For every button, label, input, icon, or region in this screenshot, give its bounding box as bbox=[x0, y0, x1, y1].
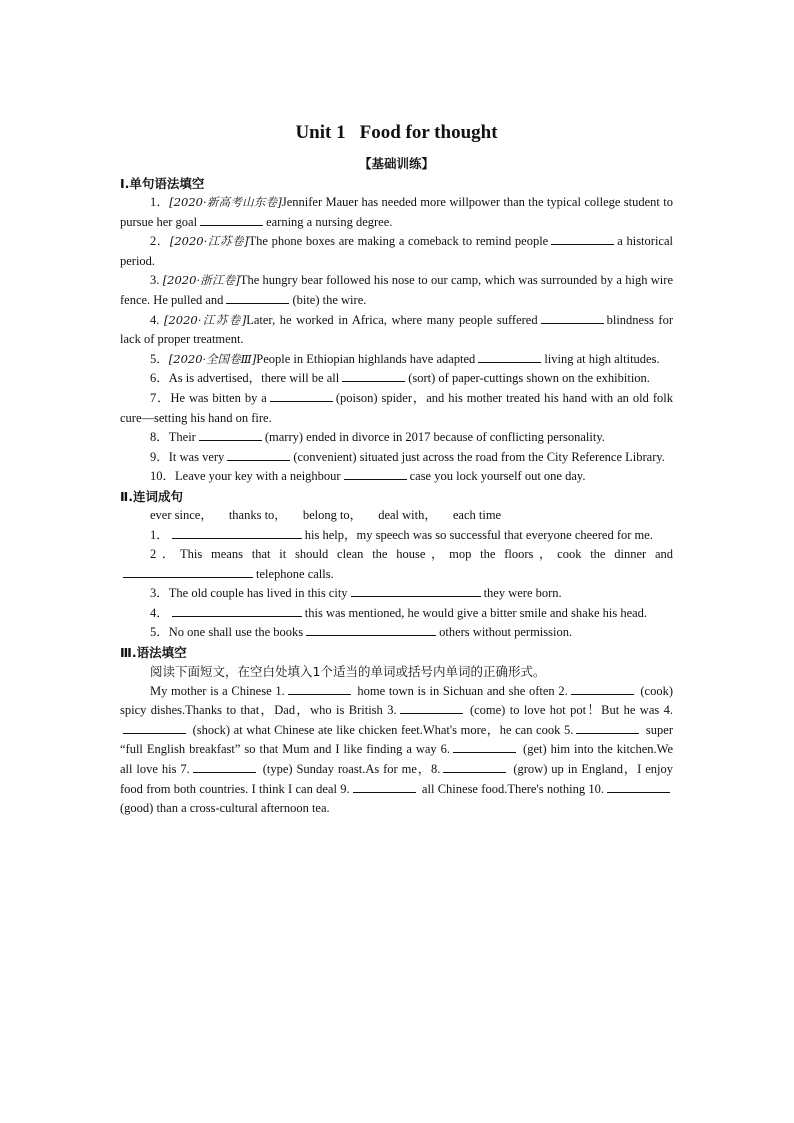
blank-number: 8. bbox=[431, 762, 441, 777]
passage-text: (shock) at what Chinese ate like chicken feet.What's more，he can cook bbox=[189, 722, 564, 737]
answer-blank[interactable] bbox=[541, 311, 604, 324]
blank-number: 7. bbox=[180, 762, 190, 777]
question-text: This means that it should clean the house，mop the floors，cook the dinner and bbox=[180, 547, 673, 562]
question-number: 6． bbox=[150, 371, 169, 386]
answer-blank[interactable] bbox=[200, 213, 263, 226]
question-text: Their bbox=[168, 430, 196, 445]
question-text: He was bitten by a bbox=[170, 390, 267, 405]
passage-text: all Chinese food.There's nothing bbox=[418, 781, 589, 796]
answer-blank[interactable] bbox=[478, 350, 541, 363]
answer-blank[interactable] bbox=[199, 428, 262, 441]
question-number: 1． bbox=[150, 195, 170, 209]
section1-items bbox=[120, 193, 673, 487]
question-item bbox=[120, 428, 673, 448]
question-text: this was mentioned, he would give a bitter smile and shake his head. bbox=[304, 605, 648, 620]
question-text: People in Ethiopian highlands have adapted bbox=[256, 351, 476, 366]
question-text: (poison) spider，and his mother treated his hand with an old folk cure—setting his hand on fire. bbox=[120, 390, 673, 425]
page-title bbox=[120, 120, 673, 146]
passage-text: (get) him into the kitchen.We all love his bbox=[120, 742, 673, 777]
phrase-option: each time bbox=[452, 507, 502, 522]
question-item bbox=[120, 389, 673, 428]
question-item bbox=[120, 193, 673, 232]
blank-number: 5. bbox=[563, 722, 574, 737]
question-text: The old couple has lived in this city bbox=[168, 586, 348, 601]
blank-number: 1. bbox=[275, 683, 285, 698]
answer-blank[interactable] bbox=[193, 760, 256, 773]
phrase-option: deal with， bbox=[378, 507, 437, 522]
question-text: his help，my speech was so successful that everyone cheered for me. bbox=[304, 527, 653, 542]
question-item bbox=[120, 350, 673, 370]
blank-number: 3. bbox=[387, 703, 397, 718]
unit-label: Unit 1 bbox=[295, 122, 346, 143]
question-text: (convenient) situated just across the road from the City Reference Library. bbox=[293, 449, 665, 464]
unit-topic: Food for thought bbox=[359, 122, 498, 143]
passage-text: (come) to love hot pot！But he was bbox=[465, 703, 664, 718]
passage-text: My mother is a Chinese bbox=[150, 683, 276, 698]
question-number: 10． bbox=[150, 469, 176, 484]
question-source: [2020·江苏卷] bbox=[169, 234, 249, 249]
passage-text: (good) than a cross-cultural afternoon tea. bbox=[120, 801, 330, 816]
question-text: a historical period. bbox=[120, 234, 673, 268]
answer-blank[interactable] bbox=[607, 780, 670, 793]
answer-blank[interactable] bbox=[123, 721, 186, 734]
question-text: As is advertised，there will be all bbox=[168, 371, 340, 386]
question-source: [2020·浙江卷] bbox=[162, 273, 240, 288]
question-item bbox=[120, 526, 673, 546]
answer-blank[interactable] bbox=[351, 584, 481, 597]
phrase-bank bbox=[120, 506, 673, 526]
question-number: 7． bbox=[150, 390, 171, 405]
question-source: [2020·新高考山东卷] bbox=[169, 195, 282, 209]
answer-blank[interactable] bbox=[353, 780, 416, 793]
phrase-option: ever since， bbox=[150, 507, 213, 522]
answer-blank[interactable] bbox=[342, 369, 405, 382]
question-text: (marry) ended in divorce in 2017 because of conflicting personality. bbox=[264, 430, 605, 445]
question-number: 5． bbox=[150, 625, 169, 640]
question-item bbox=[120, 448, 673, 468]
section1-heading: Ⅰ.单句语法填空 bbox=[120, 176, 205, 191]
question-source: [2020·江苏卷] bbox=[163, 312, 247, 327]
question-item bbox=[120, 467, 673, 487]
question-item bbox=[120, 584, 673, 604]
section2-heading: Ⅱ.连词成句 bbox=[120, 488, 183, 504]
section-subtitle: 【基础训练】 bbox=[358, 156, 434, 171]
passage-text: home town is in Sichuan and she often bbox=[353, 683, 559, 698]
passage-text: (grow) up in England，I enjoy food from both countries. I think I can deal bbox=[120, 762, 673, 796]
question-text: The hungry bear followed his nose to our camp, which was surrounded by a high wire fence. He pulled and bbox=[120, 273, 673, 307]
question-text: (sort) of paper-cuttings shown on the exhibition. bbox=[408, 371, 650, 386]
blank-number: 4. bbox=[663, 703, 673, 718]
passage-text: super “full English breakfast” so that Mum and I like finding a way bbox=[120, 722, 673, 757]
question-text: others without permission. bbox=[439, 625, 573, 640]
question-source: [2020·全国卷Ⅲ] bbox=[168, 351, 257, 366]
question-item bbox=[120, 623, 673, 643]
question-number: 9． bbox=[150, 449, 169, 464]
section3-heading: Ⅲ.语法填空 bbox=[120, 645, 187, 661]
question-text: Leave your key with a neighbour bbox=[175, 469, 341, 484]
blank-number: 6. bbox=[440, 742, 451, 757]
answer-blank[interactable] bbox=[270, 389, 333, 402]
question-item bbox=[120, 604, 673, 624]
blank-number: 9. bbox=[340, 781, 350, 796]
question-number: 8． bbox=[150, 430, 169, 445]
question-text: telephone calls. bbox=[256, 566, 334, 581]
question-text: No one shall use the books bbox=[168, 625, 304, 640]
passage-text: (type) Sunday roast.As for me， bbox=[258, 762, 432, 777]
question-number: 3. bbox=[150, 273, 163, 288]
question-item bbox=[120, 271, 673, 310]
question-item bbox=[120, 369, 673, 389]
question-number: 3． bbox=[150, 586, 169, 601]
answer-blank[interactable] bbox=[453, 740, 516, 753]
question-text: Jennifer Mauer has needed more willpower than the typical college student to pursue her goal bbox=[120, 195, 673, 229]
question-item bbox=[120, 545, 673, 584]
question-text: It was very bbox=[168, 449, 225, 464]
question-text: (bite) the wire. bbox=[292, 292, 367, 307]
question-text: case you lock yourself out one day. bbox=[409, 469, 586, 484]
question-item bbox=[120, 311, 673, 350]
answer-blank[interactable] bbox=[400, 701, 463, 714]
answer-blank[interactable] bbox=[344, 467, 407, 480]
section3-instruction: 阅读下面短文，在空白处填入1个适当的单词或括号内单词的正确形式。 bbox=[150, 664, 546, 680]
question-text: The phone boxes are making a comeback to remind people bbox=[248, 234, 549, 249]
question-text: they were born. bbox=[483, 586, 562, 601]
answer-blank[interactable] bbox=[172, 604, 302, 617]
passage-text: (cook) spicy dishes.Thanks to that，Dad，who is British bbox=[120, 683, 673, 718]
question-text: earning a nursing degree. bbox=[266, 214, 393, 229]
answer-blank[interactable] bbox=[172, 526, 302, 539]
phrase-option: thanks to， bbox=[228, 507, 287, 522]
answer-blank[interactable] bbox=[443, 760, 506, 773]
question-text: living at high altitudes. bbox=[544, 351, 660, 366]
question-number: 5． bbox=[150, 351, 169, 366]
question-item bbox=[120, 232, 673, 271]
answer-blank[interactable] bbox=[226, 291, 289, 304]
answer-blank[interactable] bbox=[571, 682, 634, 695]
question-number: 4． bbox=[150, 605, 169, 620]
answer-blank[interactable] bbox=[227, 448, 290, 461]
question-number: 2． bbox=[150, 234, 170, 249]
document-page bbox=[120, 120, 673, 819]
answer-blank[interactable] bbox=[576, 721, 639, 734]
question-text: blindness for lack of proper treatment. bbox=[120, 312, 673, 347]
question-number: 1． bbox=[150, 527, 169, 542]
phrase-option: belong to， bbox=[302, 507, 363, 522]
blank-number: 10. bbox=[588, 781, 604, 796]
question-number: 4. bbox=[150, 312, 164, 327]
answer-blank[interactable] bbox=[123, 565, 253, 578]
question-text: Later, he worked in Africa, where many people suffered bbox=[246, 312, 538, 327]
blank-number: 2. bbox=[558, 683, 568, 698]
section2-items bbox=[120, 526, 673, 644]
answer-blank[interactable] bbox=[306, 623, 436, 636]
cloze-passage bbox=[120, 682, 673, 819]
answer-blank[interactable] bbox=[551, 232, 614, 245]
question-number: 2． bbox=[150, 547, 181, 562]
answer-blank[interactable] bbox=[288, 682, 351, 695]
